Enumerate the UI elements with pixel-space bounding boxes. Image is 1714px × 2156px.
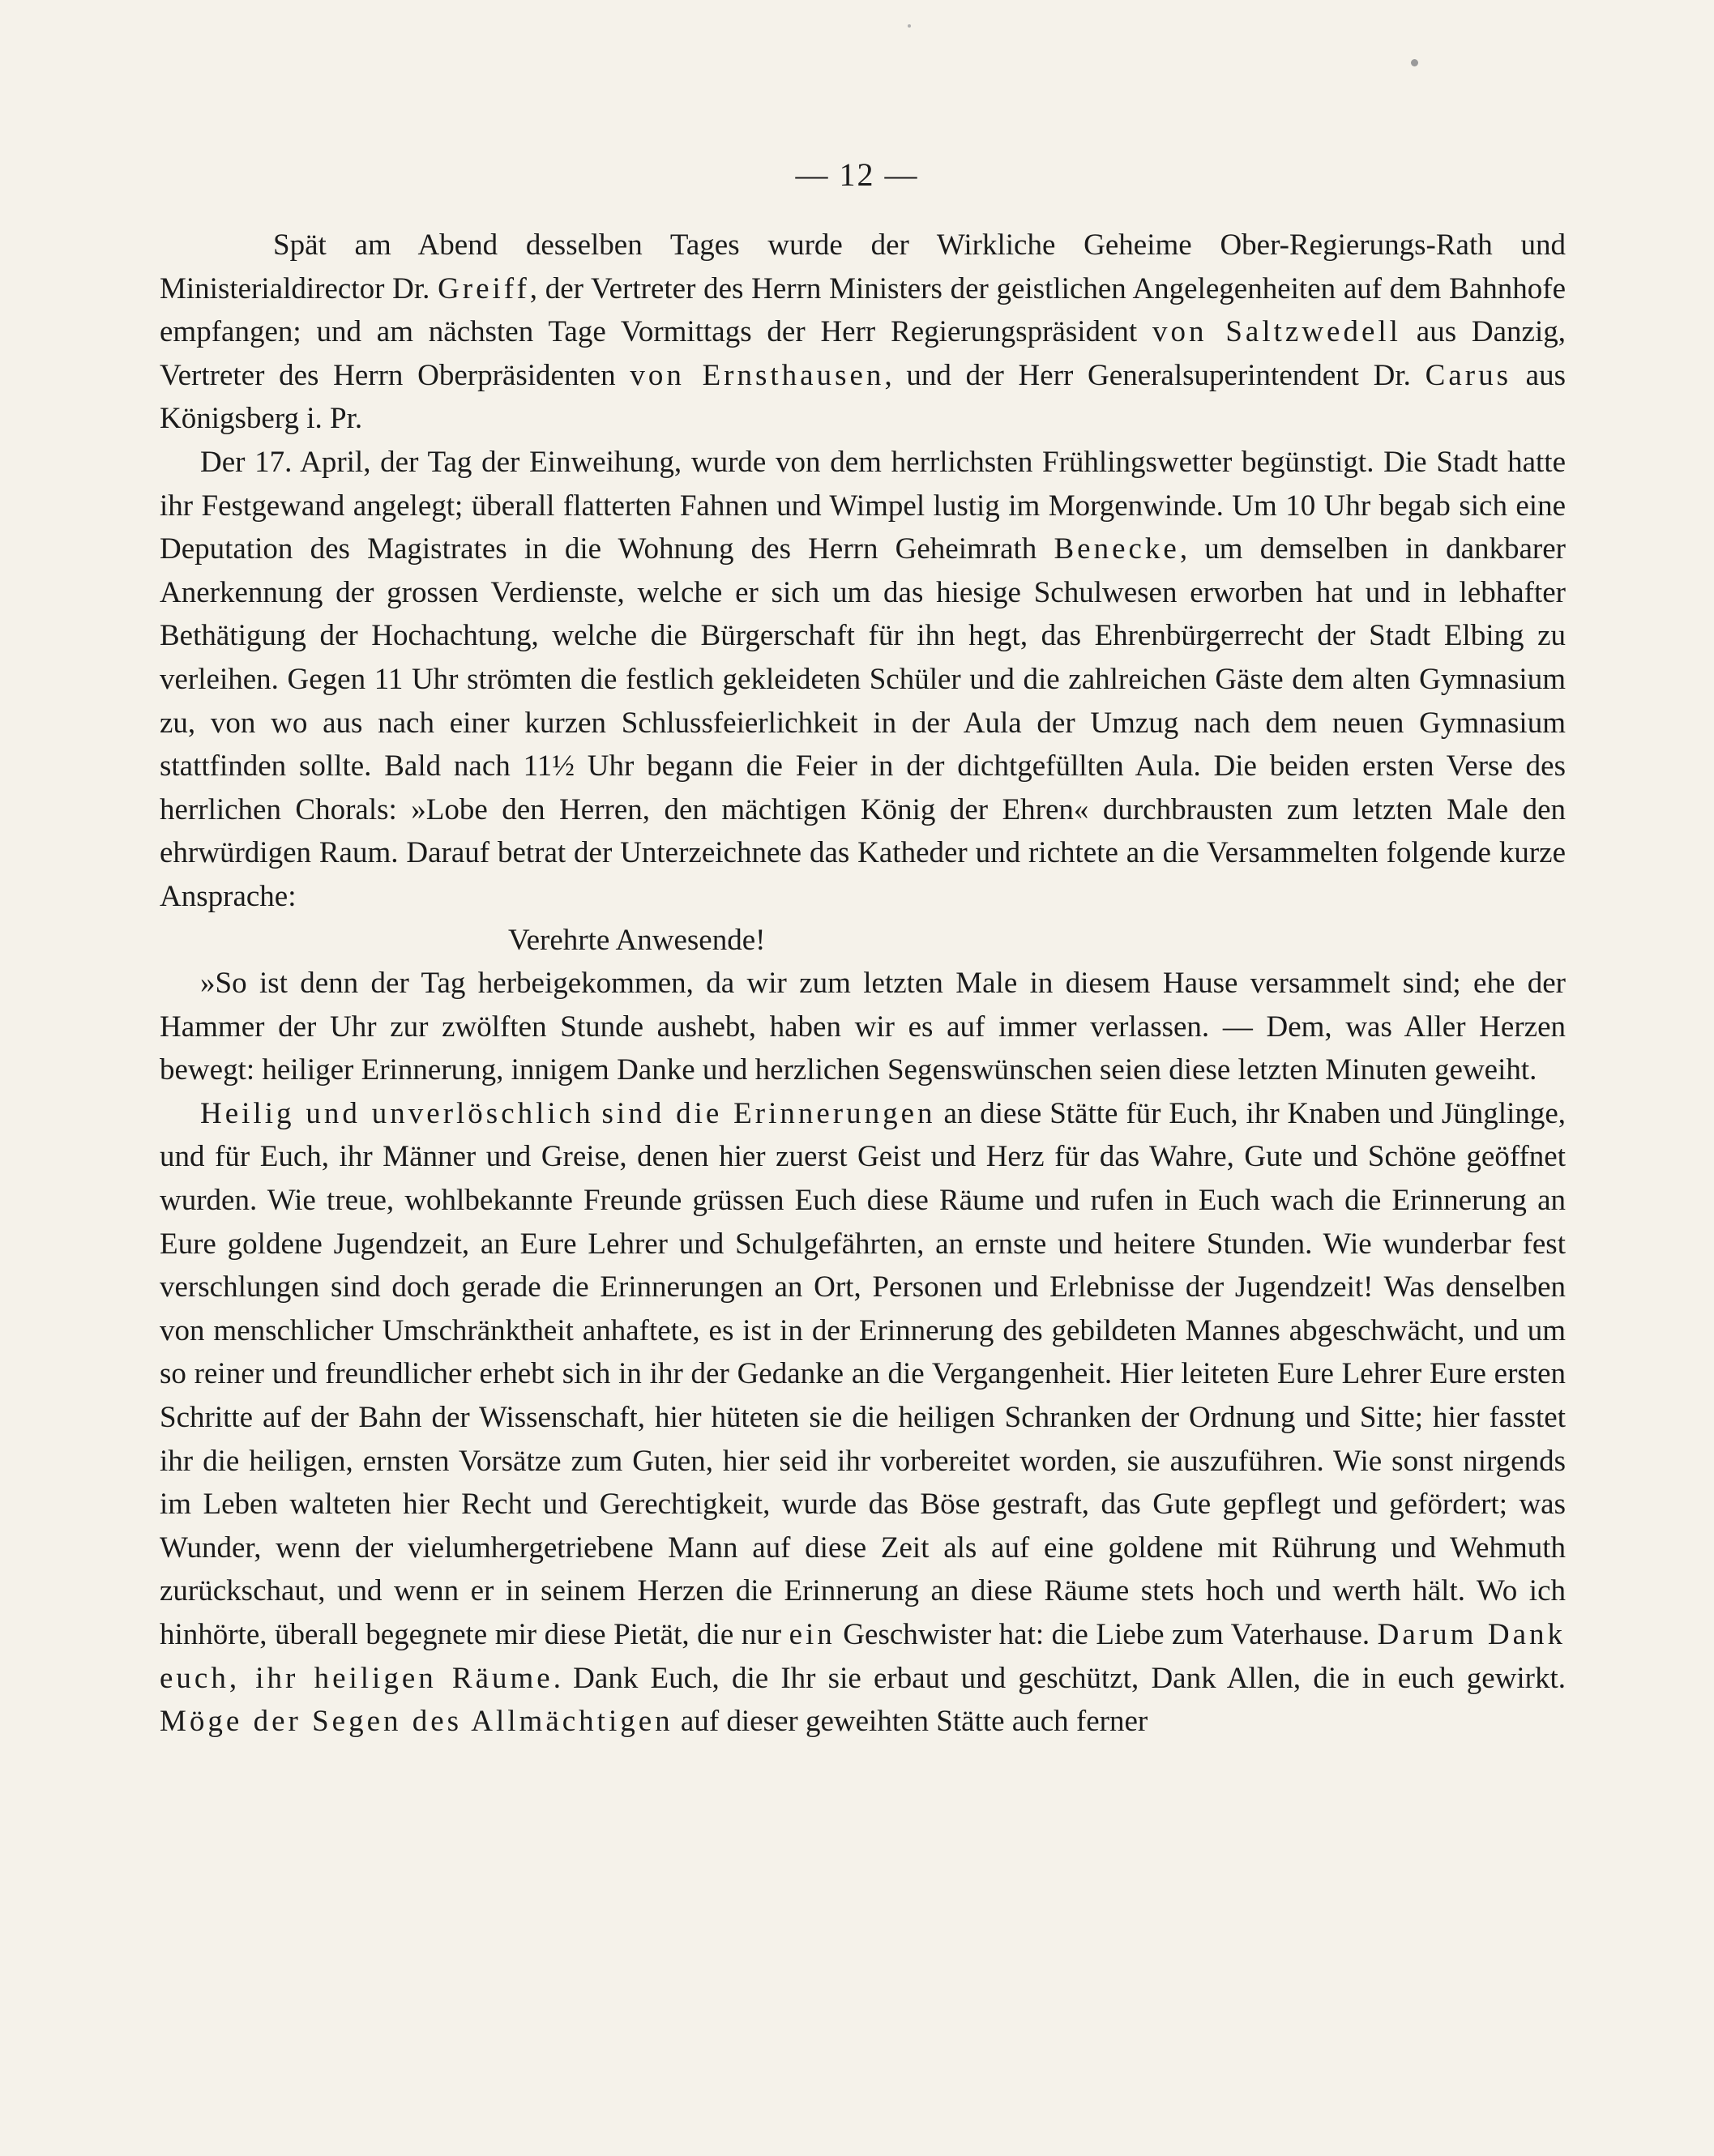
emphasized-text: Heilig und unverlöschlich: [200, 1096, 594, 1130]
body-text: [160, 224, 1566, 1744]
text-run: , um demselben in dankbarer Anerkennung der grossen Verdienste, welche er sich um das hiesige Schulwesen erworben hat und in lebhafter Bethätigung der Hochachtung, welche die Bürgerschaft für ihn hegt, das Ehrenbürgerrecht der Stadt Elbing zu verleihen. Gegen 11 Uhr strömten die festlich gekleideten Schüler und die zahlreichen Gäste dem alten Gymnasium zu, von wo aus nach einer kurzen Schlussfeierlichkeit in der Aula der Umzug nach dem neuen Gymnasium stattfinden sollte. Bald nach 11½ Uhr begann die Feier in der dichtgefüllten Aula. Die beiden ersten Verse des herrlichen Chorals: »Lobe den Herren, den mächtigen König der Ehren« durchbrausten zum letzten Male den ehrwürdigen Raum. Darauf betrat der Unterzeichnete das Katheder und richtete an die Versammelten folgende kurze Ansprache:: [160, 532, 1566, 913]
text-run: aus Danzig, Vertreter des Herrn Oberpräsidenten: [160, 315, 1566, 392]
emphasized-text: Carus: [1425, 358, 1511, 392]
page-number: — 12 —: [795, 156, 919, 193]
text-run: Geschwister hat: die Liebe zum Vaterhause.: [835, 1618, 1378, 1651]
paragraph-speech-memories: [160, 1092, 1566, 1744]
text-run: auf dieser geweihten Stätte auch ferner: [673, 1705, 1148, 1739]
emphasized-text: von Saltzwedell: [1152, 315, 1401, 349]
text-run: Der 17. April, der Tag der Einweihung, wurde von dem herrlichsten Frühlingswetter begünstigt. Die Stadt hatte ihr Festgewand angelegt; überall flatterten Fahnen und Wimpel lustig im Morgenwinde. Um 10 Uhr begab sich eine Deputation des Magistrates in die Wohnung des Herrn Geheimrath: [160, 445, 1566, 566]
text-run: . Dank Euch, die Ihr sie erbaut und geschützt, Dank Allen, die in euch gewirkt.: [553, 1661, 1567, 1695]
emphasized-text: sind die Erinnerungen: [601, 1096, 936, 1130]
emphasized-text: Benecke: [1054, 532, 1180, 566]
text-run: »So ist denn der Tag herbeigekommen, da wir zum letzten Male in diesem Hause versammelt sind; ehe der Hammer der Uhr zur zwölften Stunde aushebt, haben wir es auf immer verlassen. — Dem, was Aller Herzen bewegt: heiliger Erinnerung, innigem Danke und herzlichen Segenswünschen seien diese letzten Minuten geweiht.: [160, 967, 1566, 1087]
emphasized-text: Möge der Segen des Allmächtigen: [160, 1705, 673, 1739]
text-run: , und der Herr Generalsuperintendent Dr.: [884, 358, 1425, 392]
text-run: an diese Stätte für Euch, ihr Knaben und Jünglinge, und für Euch, ihr Männer und Greise, denen hier zuerst Geist und Herz für das Wahre, Gute und Schöne geöffnet wurden. Wie treue, wohlbekannte Freunde grüssen Euch diese Räume und rufen in Euch wach die Erinnerung an Eure goldene Jugendzeit, an Eure Lehrer und Schulgefährten, an ernste und heitere Stunden. Wie wunderbar fest verschlungen sind doch gerade die Erinnerungen an Ort, Personen und Erlebnisse der Jugendzeit! Was denselben von menschlicher Umschränktheit anhaftete, es ist in der Erinnerung des gebildeten Mannes abgeschwächt, und um so reiner und freundlicher erhebt sich in ihr der Gedanke an die Vergangenheit. Hier leiteten Eure Lehrer Eure ersten Schritte auf der Bahn der Wissenschaft, hier hüteten sie die heiligen Schranken der Ordnung und Sitte; hier fasstet ihr die heiligen, ernsten Vorsätze zum Guten, hier seid ihr vorbereitet worden, sie auszuführen. Wie sonst nirgends im Leben walteten hier Recht und Gerechtigkeit, wurde das Böse gestraft, das Gute gepflegt und gefördert; was Wunder, wenn der vielumhergetriebene Mann auf diese Zeit als auf eine goldene mit Rührung und Wehmuth zurückschaut, und wenn er in seinem Herzen die Erinnerung an diese Räume stets hoch und werth hält. Wo ich hinhörte, überall begegnete mir diese Pietät, die nur: [160, 1096, 1567, 1651]
text-run: Verehrte Anwesende!: [508, 923, 766, 957]
paper-speck: [1411, 59, 1418, 66]
text-run: Spät am Abend desselben Tages wurde der Wirkliche Geheime Ober-Regierungs-Rath und Ministerialdirector Dr.: [160, 228, 1566, 305]
paragraph-speech-opening: [160, 962, 1566, 1092]
emphasized-text: von Ernsthausen: [630, 358, 885, 392]
emphasized-text: ein: [789, 1618, 836, 1651]
paper-speck: [908, 24, 911, 28]
text-run: , der Vertreter des Herrn Ministers der geistlichen Angelegenheiten auf dem Bahnhofe empfangen; und am nächsten Tage Vormittags der Herr Regierungspräsident: [160, 271, 1566, 349]
emphasized-text: Greiff: [438, 271, 530, 305]
emphasized-text: Darum Dank euch, ihr heiligen Räume: [160, 1618, 1567, 1695]
paragraph-inauguration-day: [160, 441, 1566, 919]
salutation: [160, 919, 1566, 963]
paragraph-arrivals: [160, 224, 1566, 441]
text-run: [594, 1097, 602, 1130]
text-run: aus Königsberg i. Pr.: [160, 358, 1566, 436]
